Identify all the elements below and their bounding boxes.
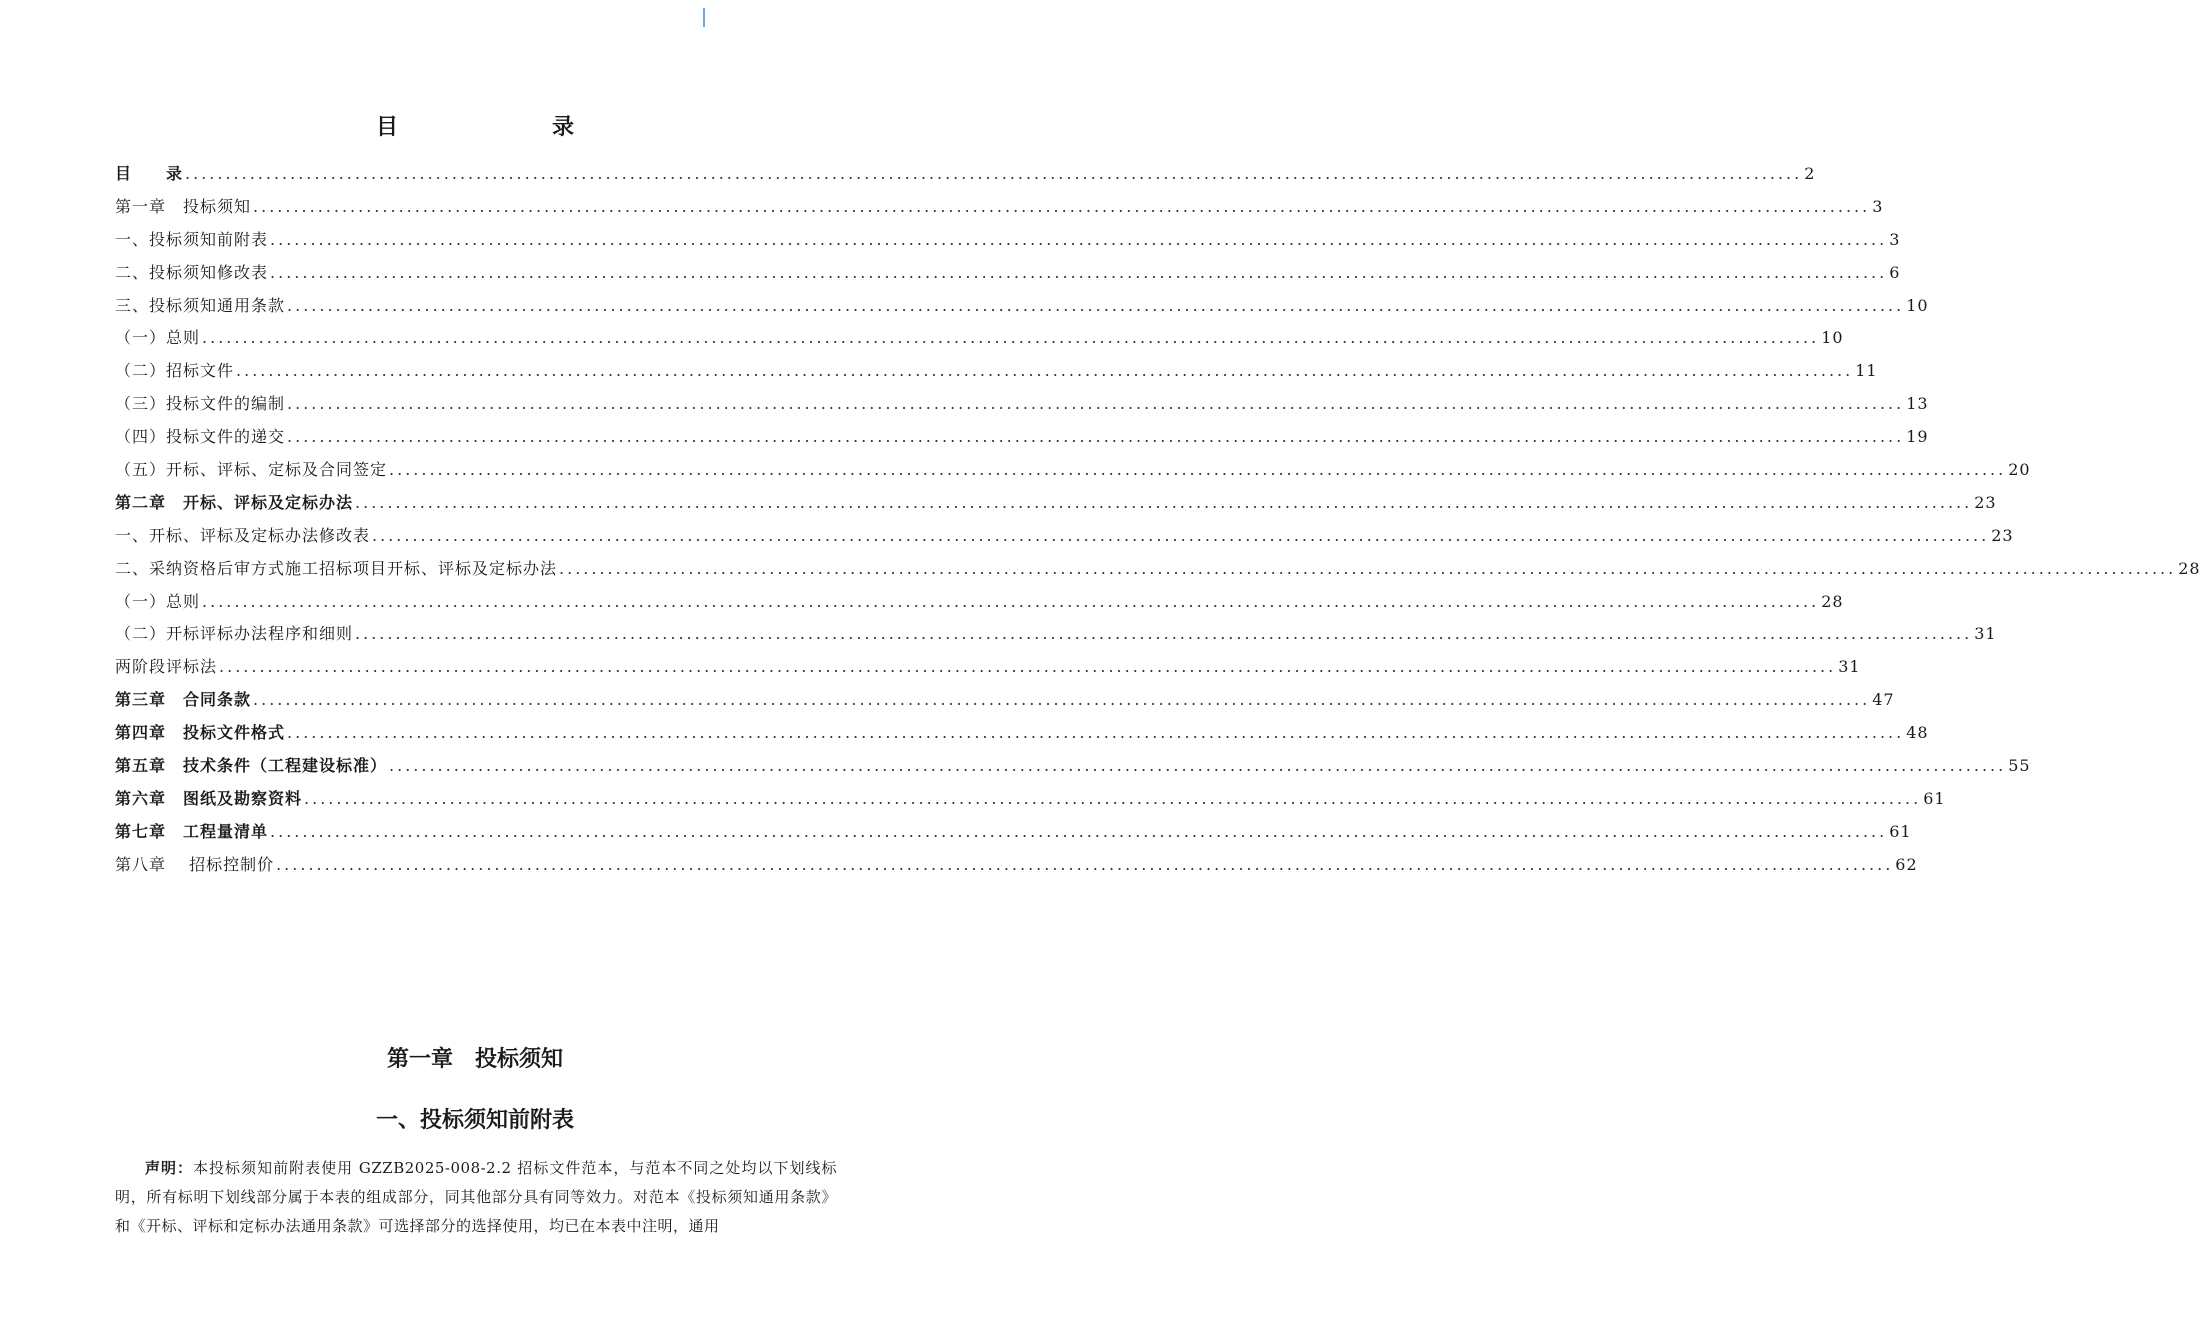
toc-entry-label: （二）开标评标办法程序和细则 (115, 624, 354, 644)
toc-entry-page: 28 (2178, 558, 2201, 578)
toc-dot-leader: ........................................................................................................................................................................................................ (389, 460, 2007, 480)
toc-dot-leader: ........................................................................................................................................................................................................ (236, 361, 1854, 381)
toc-dot-leader: ........................................................................................................................................................................................................ (253, 196, 1871, 216)
toc-entry-page: 10 (1906, 295, 1929, 315)
toc-entry-label: 第五章 技术条件（工程建设标准） (115, 756, 388, 776)
toc-entry-page: 2 (1804, 164, 1816, 183)
toc-dot-leader: ........................................................................................................................................................................................................ (202, 328, 1820, 348)
toc-dot-leader: ........................................................................................................................................................................................................ (270, 821, 1888, 841)
toc-entry-page: 28 (1821, 591, 1844, 611)
toc-entry-label: 第七章 工程量清单 (115, 821, 269, 841)
toc-title: 目 录 (375, 114, 640, 140)
toc-entry[interactable] (115, 586, 1844, 619)
toc-entry-page: 48 (1906, 723, 1929, 743)
toc-dot-leader: ........................................................................................................................................................................................................ (559, 558, 2177, 578)
toc-dot-leader: ........................................................................................................................................................................................................ (219, 657, 1837, 677)
toc-entry[interactable] (115, 487, 1997, 520)
toc-dot-leader: ........................................................................................................................................................................................................ (287, 394, 1905, 414)
toc-dot-leader: ........................................................................................................................................................................................................ (202, 591, 1820, 611)
statement-body: 本投标须知前附表使用 GZZB2025-008-2.2 招标文件范本，与范本不同之处均以下划线标明，所有标明下划线部分属于本表的组成部分，同其他部分具有同等效力。对范本《投标须知通用条款》和《开标、评标和定标办法通用条款》可选择部分的选择使用，均已在本表中注明，通用 (115, 1159, 837, 1235)
toc-entry-label: 二、投标须知修改表 (115, 262, 269, 282)
toc-dot-leader: ........................................................................................................................................................................................................ (287, 723, 1905, 743)
toc-entry-label: 一、开标、评标及定标办法修改表 (115, 525, 371, 545)
toc-dot-leader: ........................................................................................................................................................................................................ (355, 624, 1973, 644)
toc-entry-page: 20 (2008, 460, 2031, 480)
toc-entry-page: 13 (1906, 394, 1929, 414)
toc-dot-leader: ........................................................................................................................................................................................................ (355, 492, 1973, 512)
toc-dot-leader: ........................................................................................................................................................................................................ (389, 756, 2007, 776)
toc-entry-page: 23 (1974, 492, 1997, 512)
toc-dot-leader: ........................................................................................................................................................................................................ (253, 690, 1871, 710)
toc-dot-leader: ........................................................................................................................................................................................................ (270, 262, 1888, 282)
toc-entry-label: 第一章 投标须知 (115, 196, 252, 216)
toc-entry[interactable] (115, 388, 1929, 421)
toc-entry-label: 第六章 图纸及勘察资料 (115, 788, 303, 808)
toc-entry-page: 19 (1906, 427, 1929, 447)
toc-entry-label: 第四章 投标文件格式 (115, 723, 286, 743)
toc-entry-page: 31 (1974, 624, 1997, 644)
toc-entry-label: 第八章 招标控制价 (115, 854, 275, 874)
toc-entry[interactable] (115, 191, 1884, 224)
toc-dot-leader: ........................................................................................................................................................................................................ (304, 788, 1922, 808)
toc-entry-label: （三）投标文件的编制 (115, 394, 286, 414)
toc-entry-label: （五）开标、评标、定标及合同签定 (115, 460, 388, 480)
toc-entry-label: 一、投标须知前附表 (115, 229, 269, 249)
toc-entry[interactable] (115, 717, 1929, 750)
toc-entry-label: （四）投标文件的递交 (115, 427, 286, 447)
toc-entry[interactable] (115, 158, 1816, 191)
toc-entry-label: （二）招标文件 (115, 361, 235, 381)
toc-entry[interactable] (115, 454, 2031, 487)
toc-entry-page: 61 (1923, 788, 1946, 808)
toc-entry[interactable] (115, 257, 1901, 290)
toc-entry-page: 11 (1855, 361, 1878, 381)
toc-entry-label: 二、采纳资格后审方式施工招标项目开标、评标及定标办法 (115, 558, 558, 578)
text-cursor-mark (703, 8, 705, 27)
toc-entry[interactable] (115, 421, 1929, 454)
toc-entry-page: 31 (1838, 657, 1861, 677)
toc-dot-leader: ........................................................................................................................................................................................................ (270, 229, 1888, 249)
toc-entry[interactable] (115, 355, 1878, 388)
toc-entry-label: （一）总则 (115, 591, 201, 611)
toc-dot-leader: ........................................................................................................................................................................................................ (287, 427, 1905, 447)
toc-entry-page: 23 (1991, 525, 2014, 545)
toc-dot-leader: ........................................................................................................................................................................................................ (276, 854, 1894, 874)
toc-entry[interactable] (115, 553, 2201, 586)
toc-entry-page: 62 (1895, 854, 1918, 874)
toc-entry[interactable] (115, 783, 1946, 816)
toc-entry[interactable] (115, 322, 1844, 355)
toc-dot-leader: ........................................................................................................................................................................................................ (185, 164, 1803, 183)
section-title: 一、投标须知前附表 (375, 1107, 574, 1133)
toc-entry-label: 第二章 开标、评标及定标办法 (115, 492, 354, 512)
toc-entry[interactable] (115, 684, 1895, 717)
toc-entry[interactable] (115, 816, 1912, 849)
toc-entry[interactable] (115, 290, 1929, 323)
chapter-title: 第一章 投标须知 (386, 1046, 563, 1072)
statement-paragraph (115, 1154, 837, 1241)
statement-lead: 声明： (145, 1159, 194, 1177)
toc-entry[interactable] (115, 849, 1918, 882)
toc-entry-page: 10 (1821, 328, 1844, 348)
toc-entry-label: 目 录 (115, 164, 184, 183)
toc-entry-label: 第三章 合同条款 (115, 690, 252, 710)
toc-entry[interactable] (115, 520, 2014, 553)
toc-entry[interactable] (115, 224, 1901, 257)
toc-entry-label: （一）总则 (115, 328, 201, 348)
toc-entry-page: 3 (1872, 196, 1884, 216)
toc-entry-label: 三、投标须知通用条款 (115, 295, 286, 315)
toc-dot-leader: ........................................................................................................................................................................................................ (372, 525, 1990, 545)
toc-entry-page: 3 (1889, 229, 1901, 249)
toc-entry[interactable] (115, 618, 1997, 651)
toc-entry[interactable] (115, 750, 2031, 783)
table-of-contents (115, 158, 2201, 882)
toc-entry-page: 47 (1872, 690, 1895, 710)
toc-entry-page: 6 (1889, 262, 1901, 282)
toc-entry-page: 61 (1889, 821, 1912, 841)
toc-dot-leader: ........................................................................................................................................................................................................ (287, 295, 1905, 315)
toc-entry-label: 两阶段评标法 (115, 657, 218, 677)
toc-entry-page: 55 (2008, 756, 2031, 776)
toc-entry[interactable] (115, 651, 1861, 684)
